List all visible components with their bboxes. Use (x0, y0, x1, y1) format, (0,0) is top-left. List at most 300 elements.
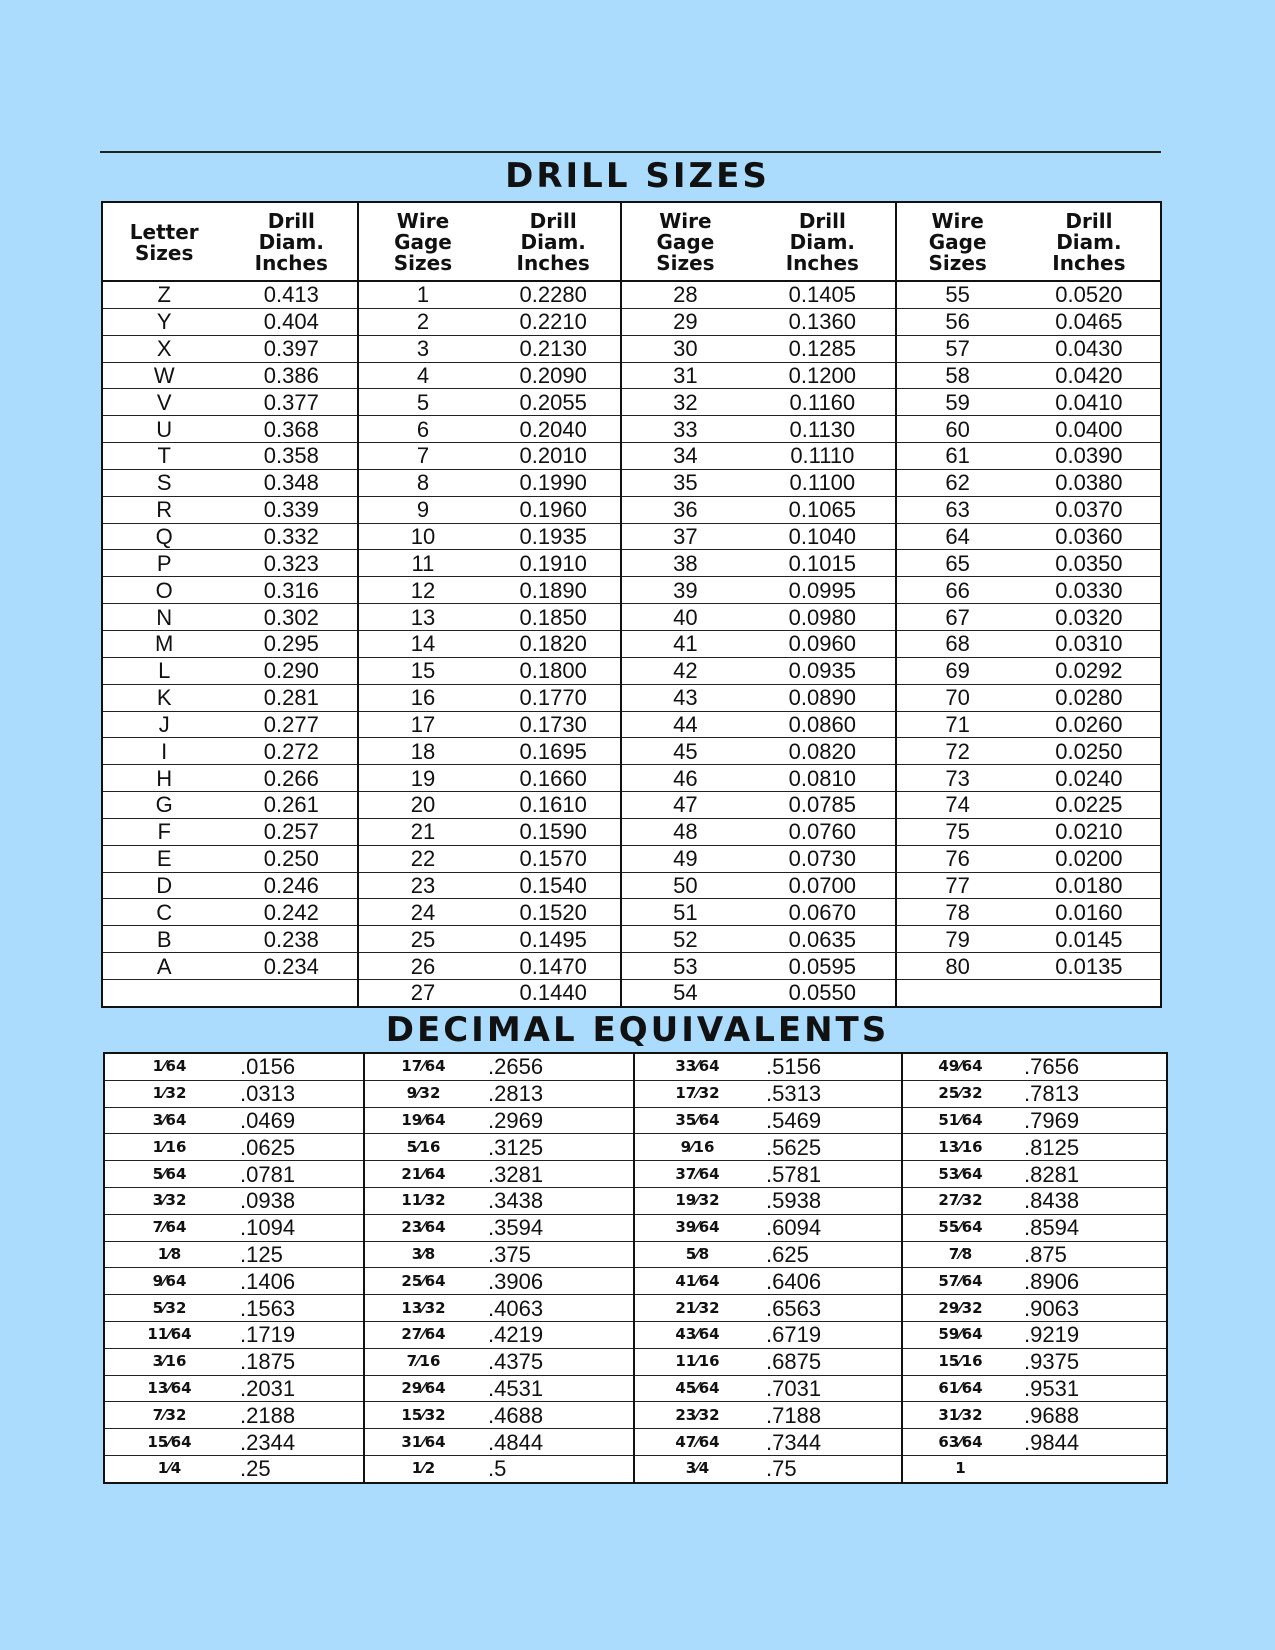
table-row (104, 1402, 1167, 1429)
decimal-cell: .5781 (760, 1161, 902, 1188)
size-cell: 61 (896, 443, 1017, 470)
drill-header-cell (621, 202, 750, 281)
table-row (102, 738, 1161, 765)
drill-header-cell (487, 202, 621, 281)
table-row (102, 872, 1161, 899)
decimal-cell: .0781 (234, 1161, 364, 1188)
diameter-cell: 0.0430 (1018, 335, 1161, 362)
decimal-cell: .0156 (234, 1053, 364, 1080)
decimal-cell: .3125 (482, 1134, 634, 1161)
size-cell: 37 (621, 523, 750, 550)
size-cell: 23 (358, 872, 487, 899)
fraction-cell: 29⁄32 (902, 1295, 1018, 1322)
fraction-cell: 43⁄64 (634, 1321, 760, 1348)
fraction-cell: 7⁄8 (902, 1241, 1018, 1268)
size-cell: 38 (621, 550, 750, 577)
diameter-cell: 0.266 (225, 765, 358, 792)
diameter-cell: 0.0760 (749, 818, 896, 845)
size-cell: 43 (621, 684, 750, 711)
diameter-cell: 0.0240 (1018, 765, 1161, 792)
decimal-cell: .9375 (1018, 1348, 1167, 1375)
diameter-cell: 0.1800 (487, 657, 621, 684)
decimal-cell (1018, 1455, 1167, 1482)
decimal-cell: .0469 (234, 1107, 364, 1134)
size-cell: 41 (621, 630, 750, 657)
size-cell: 52 (621, 926, 750, 953)
size-cell: 40 (621, 604, 750, 631)
size-cell: 2 (358, 308, 487, 335)
header-line: Sizes (656, 251, 715, 275)
decimal-cell: .8594 (1018, 1214, 1167, 1241)
decimal-cell: .8281 (1018, 1161, 1167, 1188)
fraction-cell: 33⁄64 (634, 1053, 760, 1080)
fraction-cell: 35⁄64 (634, 1107, 760, 1134)
size-cell: Y (102, 308, 225, 335)
drill-header-cell (358, 202, 487, 281)
fraction-cell: 1⁄16 (104, 1134, 234, 1161)
fraction-cell: 9⁄16 (634, 1134, 760, 1161)
fraction-cell: 31⁄64 (364, 1429, 482, 1456)
header-line: Wire (931, 209, 984, 233)
header-line: Inches (516, 251, 590, 275)
fraction-cell: 57⁄64 (902, 1268, 1018, 1295)
table-row (102, 657, 1161, 684)
size-cell: 26 (358, 953, 487, 980)
diameter-cell: 0.1130 (749, 416, 896, 443)
size-cell: 73 (896, 765, 1017, 792)
size-cell: 25 (358, 926, 487, 953)
drill-header-cell (749, 202, 896, 281)
decimal-cell: .5313 (760, 1080, 902, 1107)
size-cell: 63 (896, 496, 1017, 523)
size-cell: 65 (896, 550, 1017, 577)
table-row (104, 1134, 1167, 1161)
diameter-cell: 0.0595 (749, 953, 896, 980)
fraction-cell: 61⁄64 (902, 1375, 1018, 1402)
table-row (104, 1348, 1167, 1375)
size-cell: B (102, 926, 225, 953)
decimal-cell: .5156 (760, 1053, 902, 1080)
size-cell: 22 (358, 845, 487, 872)
size-cell: 49 (621, 845, 750, 872)
size-cell: 67 (896, 604, 1017, 631)
decimal-cell: .0313 (234, 1080, 364, 1107)
fraction-cell: 53⁄64 (902, 1161, 1018, 1188)
table-row (104, 1161, 1167, 1188)
size-cell: 64 (896, 523, 1017, 550)
fraction-cell: 3⁄8 (364, 1241, 482, 1268)
header-line: Drill (798, 209, 846, 233)
decimal-cell: .75 (766, 1456, 797, 1482)
decimal-cell: .8438 (1018, 1187, 1167, 1214)
diameter-cell: 0.1990 (487, 469, 621, 496)
table-row (102, 711, 1161, 738)
table-row (102, 926, 1161, 953)
fraction-cell: 7⁄64 (104, 1214, 234, 1241)
diameter-cell: 0.2010 (487, 443, 621, 470)
fraction-cell: 1⁄8 (104, 1241, 234, 1268)
diameter-cell: 0.358 (225, 443, 358, 470)
size-cell: 8 (358, 469, 487, 496)
header-line: Inches (1052, 251, 1126, 275)
diameter-cell: 0.0410 (1018, 389, 1161, 416)
table-row (104, 1080, 1167, 1107)
diameter-cell: 0.1570 (487, 845, 621, 872)
size-cell: 24 (358, 899, 487, 926)
size-cell: 58 (896, 362, 1017, 389)
decimal-cell: .3906 (482, 1268, 634, 1295)
diameter-cell: 0.397 (225, 335, 358, 362)
diameter-cell: 0.1360 (749, 308, 896, 335)
decimal-cell: .1719 (234, 1321, 364, 1348)
header-line: Sizes (135, 240, 194, 265)
size-cell: P (102, 550, 225, 577)
table-row (104, 1375, 1167, 1402)
fraction-cell: 31⁄32 (902, 1402, 1018, 1429)
diameter-cell: 0.2130 (487, 335, 621, 362)
header-line: Gage (928, 230, 987, 254)
size-cell: 31 (621, 362, 750, 389)
table-row (102, 335, 1161, 362)
table-row (102, 684, 1161, 711)
size-cell: V (102, 389, 225, 416)
diameter-cell (1018, 979, 1161, 1006)
diameter-cell: 0.0420 (1018, 362, 1161, 389)
size-cell: 53 (621, 953, 750, 980)
size-cell: 7 (358, 443, 487, 470)
size-cell: 45 (621, 738, 750, 765)
diameter-cell: 0.0135 (1018, 953, 1161, 980)
diameter-cell: 0.1695 (487, 738, 621, 765)
fraction-cell: 13⁄64 (104, 1375, 234, 1402)
size-cell (896, 979, 1017, 1006)
header-line: Diam. (789, 230, 856, 254)
size-cell: Z (102, 281, 225, 308)
diameter-cell: 0.1065 (749, 496, 896, 523)
table-row (102, 550, 1161, 577)
diameter-cell: 0.1440 (519, 980, 587, 1006)
decimal-cell: .5469 (760, 1107, 902, 1134)
decimal-cell: .4375 (482, 1348, 634, 1375)
fraction-cell: 1 (902, 1455, 1018, 1482)
diameter-cell: 0.348 (225, 469, 358, 496)
diameter-cell: 0.0730 (749, 845, 896, 872)
fraction-cell: 39⁄64 (634, 1214, 760, 1241)
size-cell: 11 (358, 550, 487, 577)
fraction-cell: 19⁄64 (364, 1107, 482, 1134)
size-cell: 51 (621, 899, 750, 926)
diameter-cell: 0.1960 (487, 496, 621, 523)
header-line: Gage (394, 230, 452, 254)
table-row (102, 523, 1161, 550)
diameter-cell: 0.2210 (487, 308, 621, 335)
diameter-cell: 0.368 (225, 416, 358, 443)
diameter-cell: 0.1935 (487, 523, 621, 550)
decimal-cell: .1406 (234, 1268, 364, 1295)
fraction-cell: 11⁄64 (104, 1321, 234, 1348)
size-cell: 79 (896, 926, 1017, 953)
fraction-cell: 11⁄16 (634, 1348, 760, 1375)
decimal-cell: .3281 (482, 1161, 634, 1188)
table-row (104, 1321, 1167, 1348)
size-cell: N (102, 604, 225, 631)
drill-header-cell (225, 202, 358, 281)
size-cell: 69 (896, 657, 1017, 684)
drill-sizes-title: DRILL SIZES (505, 156, 770, 196)
size-cell: F (102, 818, 225, 845)
diameter-cell: 0.0370 (1018, 496, 1161, 523)
diameter-cell: 0.1610 (487, 792, 621, 819)
size-cell: 47 (621, 792, 750, 819)
size-cell: 48 (621, 818, 750, 845)
diameter-cell: 0.234 (225, 953, 358, 980)
diameter-cell (225, 979, 358, 1006)
diameter-cell: 0.0280 (1018, 684, 1161, 711)
diameter-cell: 0.1495 (487, 926, 621, 953)
decimal-cell: .9844 (1018, 1429, 1167, 1456)
diameter-cell: 0.0995 (749, 577, 896, 604)
size-cell: 59 (896, 389, 1017, 416)
diameter-cell: 0.1520 (487, 899, 621, 926)
diameter-cell: 0.0810 (749, 765, 896, 792)
diameter-cell: 0.0145 (1018, 926, 1161, 953)
diameter-cell: 0.413 (225, 281, 358, 308)
size-cell: 72 (896, 738, 1017, 765)
decimal-cell: .6719 (760, 1321, 902, 1348)
diameter-cell: 0.242 (225, 899, 358, 926)
size-cell: A (102, 953, 225, 980)
diameter-cell: 0.0350 (1018, 550, 1161, 577)
diameter-cell: 0.0360 (1018, 523, 1161, 550)
header-line: Drill (529, 209, 577, 233)
size-cell: 74 (896, 792, 1017, 819)
decimal-cell: .6875 (760, 1348, 902, 1375)
table-row (102, 469, 1161, 496)
drill-header-cell (102, 202, 225, 281)
diameter-cell: 0.1160 (749, 389, 896, 416)
diameter-cell: 0.1040 (749, 523, 896, 550)
decimal-cell: .4063 (482, 1295, 634, 1322)
fraction-cell: 15⁄16 (902, 1348, 1018, 1375)
diameter-cell: 0.1470 (487, 953, 621, 980)
diameter-cell: 0.2090 (487, 362, 621, 389)
size-cell: 4 (358, 362, 487, 389)
drill-header-row (102, 202, 1161, 281)
diameter-cell: 0.1890 (487, 577, 621, 604)
size-cell: J (102, 711, 225, 738)
fraction-cell: 19⁄32 (634, 1187, 760, 1214)
table-row (104, 1268, 1167, 1295)
size-cell: 57 (896, 335, 1017, 362)
decimal-cell: .375 (482, 1241, 634, 1268)
size-cell: 77 (896, 872, 1017, 899)
table-row (104, 1107, 1167, 1134)
fraction-cell: 27⁄64 (364, 1321, 482, 1348)
decimal-cell: .0938 (234, 1187, 364, 1214)
size-cell: 27 (358, 979, 487, 1006)
decimal-cell: .3594 (482, 1214, 634, 1241)
table-row (102, 443, 1161, 470)
size-cell: C (102, 899, 225, 926)
size-cell: 39 (621, 577, 750, 604)
size-cell: T (102, 443, 225, 470)
size-cell: 62 (896, 469, 1017, 496)
fraction-cell: 11⁄32 (364, 1187, 482, 1214)
fraction-cell: 55⁄64 (902, 1214, 1018, 1241)
header-line: Inches (785, 251, 859, 275)
decimal-cell: .4844 (482, 1429, 634, 1456)
size-cell: Q (102, 523, 225, 550)
fraction-cell: 5⁄8 (634, 1241, 760, 1268)
decimal-cell: .2344 (234, 1429, 364, 1456)
size-cell: 21 (358, 818, 487, 845)
decimal-cell: .3438 (482, 1187, 634, 1214)
fraction-cell: 15⁄64 (104, 1429, 234, 1456)
fraction-cell: 17⁄64 (364, 1053, 482, 1080)
size-cell (102, 979, 225, 1006)
diameter-cell: 0.290 (225, 657, 358, 684)
fraction-cell: 1⁄64 (104, 1053, 234, 1080)
decimal-cell: .5938 (760, 1187, 902, 1214)
size-cell: E (102, 845, 225, 872)
diameter-cell: 0.0160 (1018, 899, 1161, 926)
fraction-cell: 51⁄64 (902, 1107, 1018, 1134)
size-cell: 71 (896, 711, 1017, 738)
table-row (102, 818, 1161, 845)
header-line: Wire (659, 209, 712, 233)
decimal-cell: .7031 (760, 1375, 902, 1402)
size-cell: 54 (621, 979, 750, 1006)
size-cell: 36 (621, 496, 750, 523)
diameter-cell: 0.0250 (1018, 738, 1161, 765)
decimal-cell: .2813 (482, 1080, 634, 1107)
table-row (102, 496, 1161, 523)
size-cell: G (102, 792, 225, 819)
diameter-cell: 0.323 (225, 550, 358, 577)
decimal-cell: .1094 (234, 1214, 364, 1241)
size-cell: K (102, 684, 225, 711)
table-row (104, 1429, 1167, 1456)
size-cell: 19 (358, 765, 487, 792)
decimal-cell: .125 (234, 1241, 364, 1268)
table-row (102, 577, 1161, 604)
fraction-cell: 1⁄2 (364, 1455, 482, 1482)
header-line: Sizes (393, 251, 453, 275)
diameter-cell: 0.272 (225, 738, 358, 765)
decimal-cell: .7188 (760, 1402, 902, 1429)
diameter-cell: 0.0890 (749, 684, 896, 711)
header-line: Sizes (928, 251, 987, 275)
header-line: Letter (129, 219, 199, 244)
size-cell: 3 (358, 335, 487, 362)
fraction-cell: 9⁄64 (104, 1268, 234, 1295)
diameter-cell: 0.1590 (487, 818, 621, 845)
fraction-cell: 49⁄64 (902, 1053, 1018, 1080)
diameter-cell: 0.0785 (749, 792, 896, 819)
drill-sizes-table (101, 201, 1162, 1008)
size-cell: 68 (896, 630, 1017, 657)
diameter-cell: 0.1770 (487, 684, 621, 711)
diameter-cell: 0.0225 (1018, 792, 1161, 819)
decimal-cell: .2031 (234, 1375, 364, 1402)
diameter-cell: 0.1820 (487, 630, 621, 657)
table-row (102, 630, 1161, 657)
table-row (104, 1214, 1167, 1241)
size-cell: U (102, 416, 225, 443)
size-cell: 56 (896, 308, 1017, 335)
size-cell: 55 (896, 281, 1017, 308)
fraction-cell: 45⁄64 (634, 1375, 760, 1402)
diameter-cell: 0.0980 (749, 604, 896, 631)
table-row (104, 1053, 1167, 1080)
size-cell: 5 (358, 389, 487, 416)
diameter-cell: 0.2055 (487, 389, 621, 416)
size-cell: 17 (358, 711, 487, 738)
diameter-cell: 0.250 (225, 845, 358, 872)
decimal-cell: .5 (488, 1456, 507, 1482)
size-cell: 9 (358, 496, 487, 523)
decimal-cell: .9688 (1018, 1402, 1167, 1429)
fraction-cell: 23⁄32 (634, 1402, 760, 1429)
decimal-cell: .1563 (234, 1295, 364, 1322)
header-line: Inches (254, 251, 328, 275)
table-row (102, 845, 1161, 872)
size-cell: S (102, 469, 225, 496)
fraction-cell: 3⁄4 (634, 1455, 760, 1482)
fraction-cell: 41⁄64 (634, 1268, 760, 1295)
diameter-cell: 0.377 (225, 389, 358, 416)
fraction-cell: 13⁄32 (364, 1295, 482, 1322)
diameter-cell: 0.1540 (487, 872, 621, 899)
decimal-cell: .9063 (1018, 1295, 1167, 1322)
decimal-table-body (104, 1053, 1167, 1483)
table-row (104, 1295, 1167, 1322)
decimal-cell: .0625 (234, 1134, 364, 1161)
size-cell: L (102, 657, 225, 684)
header-line: Diam. (258, 230, 324, 254)
diameter-cell: 0.1730 (487, 711, 621, 738)
fraction-cell: 15⁄32 (364, 1402, 482, 1429)
size-cell: 6 (358, 416, 487, 443)
size-cell: 1 (358, 281, 487, 308)
header-line: Gage (656, 230, 715, 254)
header-line: Diam. (520, 230, 586, 254)
size-cell: 12 (358, 577, 487, 604)
diameter-cell: 0.0390 (1018, 443, 1161, 470)
table-row (102, 979, 1161, 1006)
diameter-cell: 0.0465 (1018, 308, 1161, 335)
diameter-cell: 0.1405 (749, 281, 896, 308)
diameter-cell: 0.0292 (1018, 657, 1161, 684)
size-cell: 33 (621, 416, 750, 443)
size-cell: 32 (621, 389, 750, 416)
table-row (102, 953, 1161, 980)
fraction-cell: 1⁄4 (157, 1459, 182, 1478)
size-cell: M (102, 630, 225, 657)
size-cell: I (102, 738, 225, 765)
header-line: Drill (1065, 209, 1113, 233)
size-cell: 18 (358, 738, 487, 765)
decimal-cell: .8125 (1018, 1134, 1167, 1161)
fraction-cell: 9⁄32 (364, 1080, 482, 1107)
fraction-cell: 7⁄32 (104, 1402, 234, 1429)
table-row (102, 362, 1161, 389)
table-row (102, 416, 1161, 443)
diameter-cell: 0.0320 (1018, 604, 1161, 631)
fraction-cell: 17⁄32 (634, 1080, 760, 1107)
fraction-cell: 21⁄32 (634, 1295, 760, 1322)
decimal-cell: .625 (760, 1241, 902, 1268)
